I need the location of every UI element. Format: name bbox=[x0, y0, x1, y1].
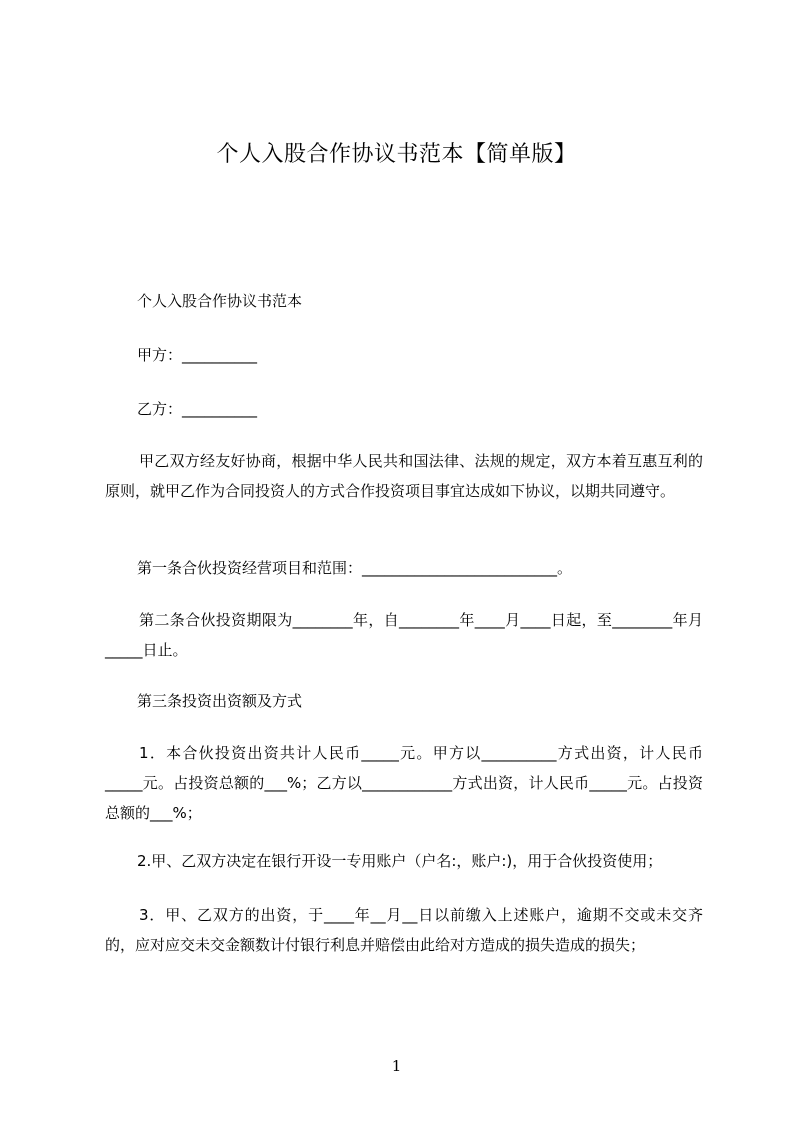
intro-paragraph: 甲乙双方经友好协商，根据中华人民共和国法律、法规的规定，双方本着互惠互利的原则，就甲乙作为合同投资人的方式合作投资项目事宜达成如下协议，以期共同遵守。 bbox=[105, 452, 703, 500]
clause-3-item-2: 2.甲、乙双方决定在银行开设一专用账户（户名:，账户:)，用于合伙投资使用； bbox=[137, 852, 663, 870]
party-b-line: 乙方：__________ bbox=[137, 400, 258, 418]
clause-3-item-3: 3．甲、乙双方的出资，于____年__月__日以前缴入上述账户，逾期不交或未交齐的，应对应交未交金额数计付银行利息并赔偿由此给对方造成的损失造成的损失； bbox=[105, 906, 703, 954]
clause-1: 第一条合伙投资经营项目和范围：__________________________。 bbox=[137, 559, 573, 577]
document-subtitle: 个人入股合作协议书范本 bbox=[137, 292, 303, 310]
clause-3-heading: 第三条投资出资额及方式 bbox=[137, 692, 303, 710]
clause-3-item-1: 1．本合伙投资出资共计人民币_____元。甲方以__________方式出资，计人民币_____元。占投资总额的___%；乙方以____________方式出资，计人民币_____元。占投资总额的___%； bbox=[105, 744, 703, 822]
page-number: 1 bbox=[391, 1057, 402, 1075]
document-title: 个人入股合作协议书范本【简单版】 bbox=[216, 142, 577, 167]
party-a-line: 甲方：__________ bbox=[137, 346, 258, 364]
clause-2: 第二条合伙投资期限为________年，自________年____月____日起，至________年月_____日止。 bbox=[105, 611, 703, 659]
